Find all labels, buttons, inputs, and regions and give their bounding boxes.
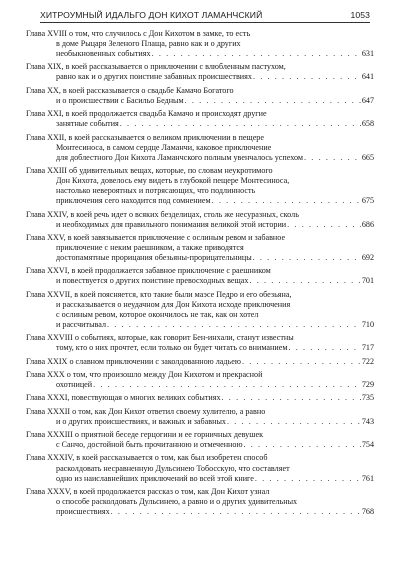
dot-leader [185,96,361,106]
toc-entry-line: приключение с неким раешником, а также приводятся [56,242,244,252]
toc-entry-last-line [26,357,374,367]
page-number: 1053 [350,10,370,20]
toc-entry-last-line [26,343,374,353]
toc-entry-line: с Санчо, достойной быть прочитанною и отмеченною [56,440,243,450]
toc-entry-last-line [26,119,374,129]
toc-page-number: 735 [361,393,374,403]
toc-entry-last-line [26,380,374,390]
toc-entry-last-line [26,196,374,206]
toc-entry-line: Глава XXII, в коей рассказывается о великом приключении в пещере [26,132,264,142]
toc-page-number: 717 [361,343,374,353]
dot-leader [255,474,361,484]
toc-entry-line: о способе расколдовать Дульсинею, а равно и о других удивительных [56,496,298,506]
running-header [40,10,370,23]
toc-entry-line: и рассказывается о неудачном для Дон Кихота исходе приключения [56,299,291,309]
toc-entry-line: расколдовать несравненную Дульсинею Тобосскую, что составляет [56,463,290,473]
toc-entry-line: необыкновенных событиях [56,49,151,59]
toc-entry-line: Глава XXXIII о приятной беседе герцогини и ее горничных девушек [26,430,264,440]
running-title: ХИТРОУМНЫЙ ИДАЛЬГО ДОН КИХОТ ЛАМАНЧСКИЙ [40,10,263,20]
toc-entry-line: Глава XXIV, в коей речь идет о всяких безделицах, столь же несуразных, сколь [26,209,299,219]
toc-page-number: 675 [361,196,374,206]
dot-leader [249,276,360,286]
toc-entry-last-line [26,49,374,59]
toc-entry-last-line [26,320,374,330]
table-of-contents [26,29,374,517]
toc-entry-line: Дон Кихота, довелось ему видеть в глубокой пещере Монтесиноса, [56,176,290,186]
toc-entry-line: достопамятные прорицания обезьяны-прорицательницы [56,253,252,263]
toc-entry-line: Глава XXXIV, в коей рассказывается о том, как был изобретен способ [26,453,268,463]
dot-leader [304,153,361,163]
toc-entry-line: и рассчитывал [56,319,107,329]
toc-entry-line: Глава XXXV, в коей продолжается рассказ о том, как Дон Кихот узнал [26,486,270,496]
dot-leader [212,196,361,206]
toc-entry-line: охотницей [56,380,93,390]
toc-entry [26,166,374,206]
toc-entry-last-line [26,276,374,286]
toc-entry-last-line [26,253,374,263]
toc-entry-line: и необходимых для правильного понимания великой этой истории [56,219,287,229]
toc-entry [26,233,374,263]
toc-entry-last-line [26,393,374,403]
toc-entry-line: Глава XIX, в коей рассказывается о приключении с влюбленным пастухом, [26,62,286,72]
toc-page-number: 743 [361,416,374,426]
dot-leader [111,507,361,517]
dot-leader [253,253,361,263]
toc-entry [26,29,374,59]
toc-entry [26,133,374,163]
toc-entry-line: приключения сего находится под сомнением [56,196,211,206]
toc-entry-line: Глава XXVII, в коей поясняется, кто такие были маэсе Педро и его обезьяна, [26,289,292,299]
toc-entry [26,62,374,82]
toc-entry [26,487,374,517]
toc-entry-last-line [26,507,374,517]
toc-page-number: 710 [361,319,374,329]
toc-page-number: 647 [361,95,374,105]
toc-entry-last-line [26,474,374,484]
toc-entry-line: в доме Рыцаря Зеленого Плаща, равно как и о других [56,39,241,49]
toc-entry [26,290,374,330]
dot-leader [227,417,361,427]
toc-entry-last-line [26,153,374,163]
toc-entry-line: Глава XX, в коей рассказывается о свадьбе Камачо Богатого [26,85,234,95]
toc-entry-line: равно как и о других поистине забавных происшествиях [56,72,252,82]
toc-page-number: 754 [361,440,374,450]
toc-entry-line: Глава XVIII о том, что случилось с Дон Кихотом в замке, то есть [26,29,251,38]
toc-entry-last-line [26,96,374,106]
dot-leader [107,320,361,330]
toc-entry-line: с ослиным ревом, которое окончилось не так, как он хотел [56,309,259,319]
toc-entry-line: настолько невероятных и потрясающих, что подлинность [56,186,256,196]
toc-page-number: 686 [361,219,374,229]
toc-entry-last-line [26,440,374,450]
dot-leader [120,119,361,129]
dot-leader [242,357,361,367]
toc-entry [26,393,374,403]
toc-entry-line: Глава XXIX о славном приключении с заколдованною ладьею [26,356,241,366]
toc-entry-last-line [26,417,374,427]
toc-entry [26,266,374,286]
toc-entry-line: Монтесиноса, в самом сердце Ламанчи, каковое приключение [56,142,272,152]
toc-entry-line: одно из наиславнейших приключений во всей этой книге [56,473,254,483]
dot-leader [288,343,360,353]
toc-page-number: 641 [361,72,374,82]
toc-entry-line: и о других происшествиях, и важных и забавных [56,416,226,426]
toc-entry-line: Глава XXVIII о событиях, которые, как говорит Бен-инхали, станут известны [26,333,294,343]
toc-entry-last-line [26,220,374,230]
toc-entry-line: и повествуется о других поистине превосходных вещах [56,276,249,286]
toc-entry-last-line [26,72,374,82]
toc-entry [26,430,374,450]
toc-entry-line: Глава XXV, в коей завязывается приключение с ослиным ревом и забавное [26,232,286,242]
toc-page-number: 722 [361,356,374,366]
toc-entry-line: Глава XXI, в коей продолжается свадьба Камачо и происходят другие [26,109,267,119]
toc-entry-line: Глава XXXII о том, как Дон Кихот ответил своему хулителю, а равно [26,406,266,416]
toc-page-number: 665 [361,152,374,162]
toc-page-number: 658 [361,119,374,129]
toc-entry-line: Глава XXX о том, что произошло между Дон Кихотом и прекрасной [26,369,263,379]
toc-entry-line: происшествиях [56,507,110,517]
toc-entry-line: Глава XXXI, повествующая о многих великих событиях [26,393,221,403]
toc-entry [26,109,374,129]
toc-entry-line: Глава XXVI, в коей продолжается забавное приключение с раешником [26,266,271,276]
dot-leader [222,393,361,403]
toc-entry [26,453,374,483]
toc-page-number: 729 [361,380,374,390]
toc-entry [26,357,374,367]
toc-page-number: 701 [361,276,374,286]
dot-leader [253,72,361,82]
toc-page-number: 761 [361,473,374,483]
toc-entry [26,370,374,390]
toc-entry-line: для доблестного Дон Кихота Ламанчского полным увенчалось успехом [56,152,304,162]
toc-entry [26,86,374,106]
toc-entry [26,407,374,427]
toc-entry-line: и о происшествии с Басильо Бедным [56,95,184,105]
toc-page-number: 768 [361,507,374,517]
dot-leader [244,440,361,450]
toc-entry [26,333,374,353]
dot-leader [93,380,361,390]
toc-entry-line: занятные события [56,119,119,129]
toc-page-number: 631 [361,49,374,59]
dot-leader [287,220,361,230]
toc-page-number: 692 [361,253,374,263]
toc-entry [26,210,374,230]
dot-leader [152,49,361,59]
toc-entry-line: Глава XXIII об удивительных вещах, которые, по словам неукротимого [26,166,273,176]
toc-entry-line: тому, кто о них прочтет, если только он будет читать со вниманием [56,343,288,353]
